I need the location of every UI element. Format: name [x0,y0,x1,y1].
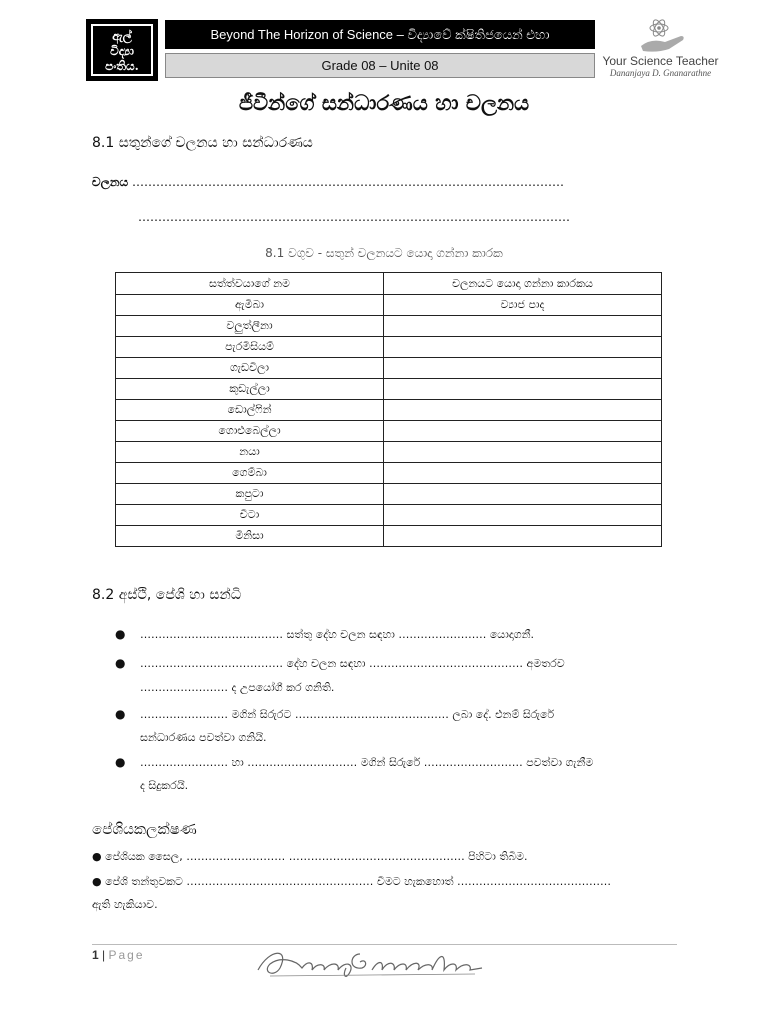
table-caption: 8.1 වගුව - සතුන් චලනයට යොදා ගන්නා කාරක [265,246,503,260]
organ-cell[interactable] [384,337,662,358]
organ-cell[interactable] [384,463,662,484]
page-number-value: 1 [92,948,99,962]
page-title: ජීවීන්ගේ සන්ධාරණය හා චලනය [238,90,530,115]
table-row [116,463,662,484]
table-row [116,295,662,316]
table-row [116,442,662,463]
movement-organs-table [115,272,662,547]
author-signature [250,940,490,982]
table-row [116,358,662,379]
section-heading-8-1: 8.1 සතුන්ගේ චලනය හා සන්ධාරණය [92,135,313,151]
bullet-icon: ● [115,656,126,670]
animal-cell: ඩොල්ෆින් [116,400,384,421]
section-heading-8-2: 8.2 අස්ථි, පේශි හා සන්ධි [92,587,242,603]
animal-cell: කපුටා [116,484,384,505]
definition-dots-2: ……………………………………………………………………………………………… [138,210,570,224]
organ-cell[interactable] [384,358,662,379]
bullet-icon: ● [115,707,126,721]
fill-in-line: …………………… මගින් සිරුරට …………………………………… ලබා දේ. එනම් සිරුරේ [140,708,555,721]
page-label: Page [108,948,145,962]
muscle-item-1: ● පේශියක සෛල, ……………………… ………………………………………… පිහිටා තිබීම. [92,850,528,863]
animal-cell: පැරමීසියම් [116,337,384,358]
bullet-icon: ● [115,627,126,641]
organ-cell[interactable] [384,484,662,505]
fill-in-line-cont: ද සිදුකරයි. [140,779,189,792]
organ-cell[interactable] [384,400,662,421]
class-logo [86,19,158,81]
table-header-row [116,273,662,295]
bullet-icon: ● [115,755,126,769]
brand-author: Dananjaya D. Gnanarathne [609,68,712,78]
table-row [116,505,662,526]
organ-cell[interactable]: ව්‍යාජ පාද [384,295,662,316]
muscle-item-2-cont: ඇති හැකියාව. [92,898,158,911]
page-number: 1 | Page [92,948,145,962]
fill-in-line-cont: …………………… ද උපයෝගී කර ගනිති. [140,681,335,694]
animal-cell: ගෙම්බා [116,463,384,484]
fill-in-line-cont: සන්ධාරණය පවත්වා ගනියි. [140,731,267,744]
definition-line-1 [92,175,564,190]
organ-cell[interactable] [384,442,662,463]
table-row [116,421,662,442]
table-row [116,316,662,337]
column-header-organ: චලනයට යොදා ගන්නා කාරකය [384,273,662,295]
section-heading-muscle: පේශියකලක්ෂණ [92,820,197,838]
animal-cell: වලුත්ලීනා [116,316,384,337]
table-row [116,379,662,400]
animal-cell: කුඩැල්ලා [116,379,384,400]
fill-in-line: …………………… හා ………………………… මගින් සිරුරේ ……………………… පවත්වා ගැනීම [140,756,594,769]
brand-block [598,16,723,86]
animal-cell: මිනිසා [116,526,384,547]
animal-cell: ගැඩවිලා [116,358,384,379]
table-row [116,337,662,358]
header-grade-line: Grade 08 – Unite 08 [165,53,595,78]
organ-cell[interactable] [384,505,662,526]
animal-cell: චීටා [116,505,384,526]
logo-line-1: ඇල් [112,29,132,43]
logo-line-3: පංතිය. [105,59,139,73]
definition-label: චලනය [92,175,129,189]
muscle-item-2: ● පේශි තන්තුවකට …………………………………………… වීමට හැකහොත් …………………………………… [92,875,612,888]
table-row [116,526,662,547]
definition-dots-1: ……………………………………………………………………………………………… [132,175,564,189]
science-teacher-icon [631,16,691,54]
table-row [116,484,662,505]
animal-cell: ගොළුබෙල්ලා [116,421,384,442]
header-banner-title: Beyond The Horizon of Science – විද්‍යාවේ ක්ෂිතිජයෙන් එහා [165,20,595,49]
organ-cell[interactable] [384,316,662,337]
animal-cell: ඇමීබා [116,295,384,316]
table-row [116,400,662,421]
fill-in-line: ………………………………… දේහ චලන සඳහා …………………………………… අමතරව [140,657,565,670]
brand-name: Your Science Teacher [602,54,719,68]
logo-line-2: විද්‍යා [110,44,134,58]
organ-cell[interactable] [384,526,662,547]
organ-cell[interactable] [384,379,662,400]
animal-cell: නයා [116,442,384,463]
organ-cell[interactable] [384,421,662,442]
fill-in-line: ………………………………… සත්තු දේහ චලන සඳහා …………………… යොදාගනී. [140,628,535,641]
column-header-animal: සත්ත්වයාගේ නම [116,273,384,295]
